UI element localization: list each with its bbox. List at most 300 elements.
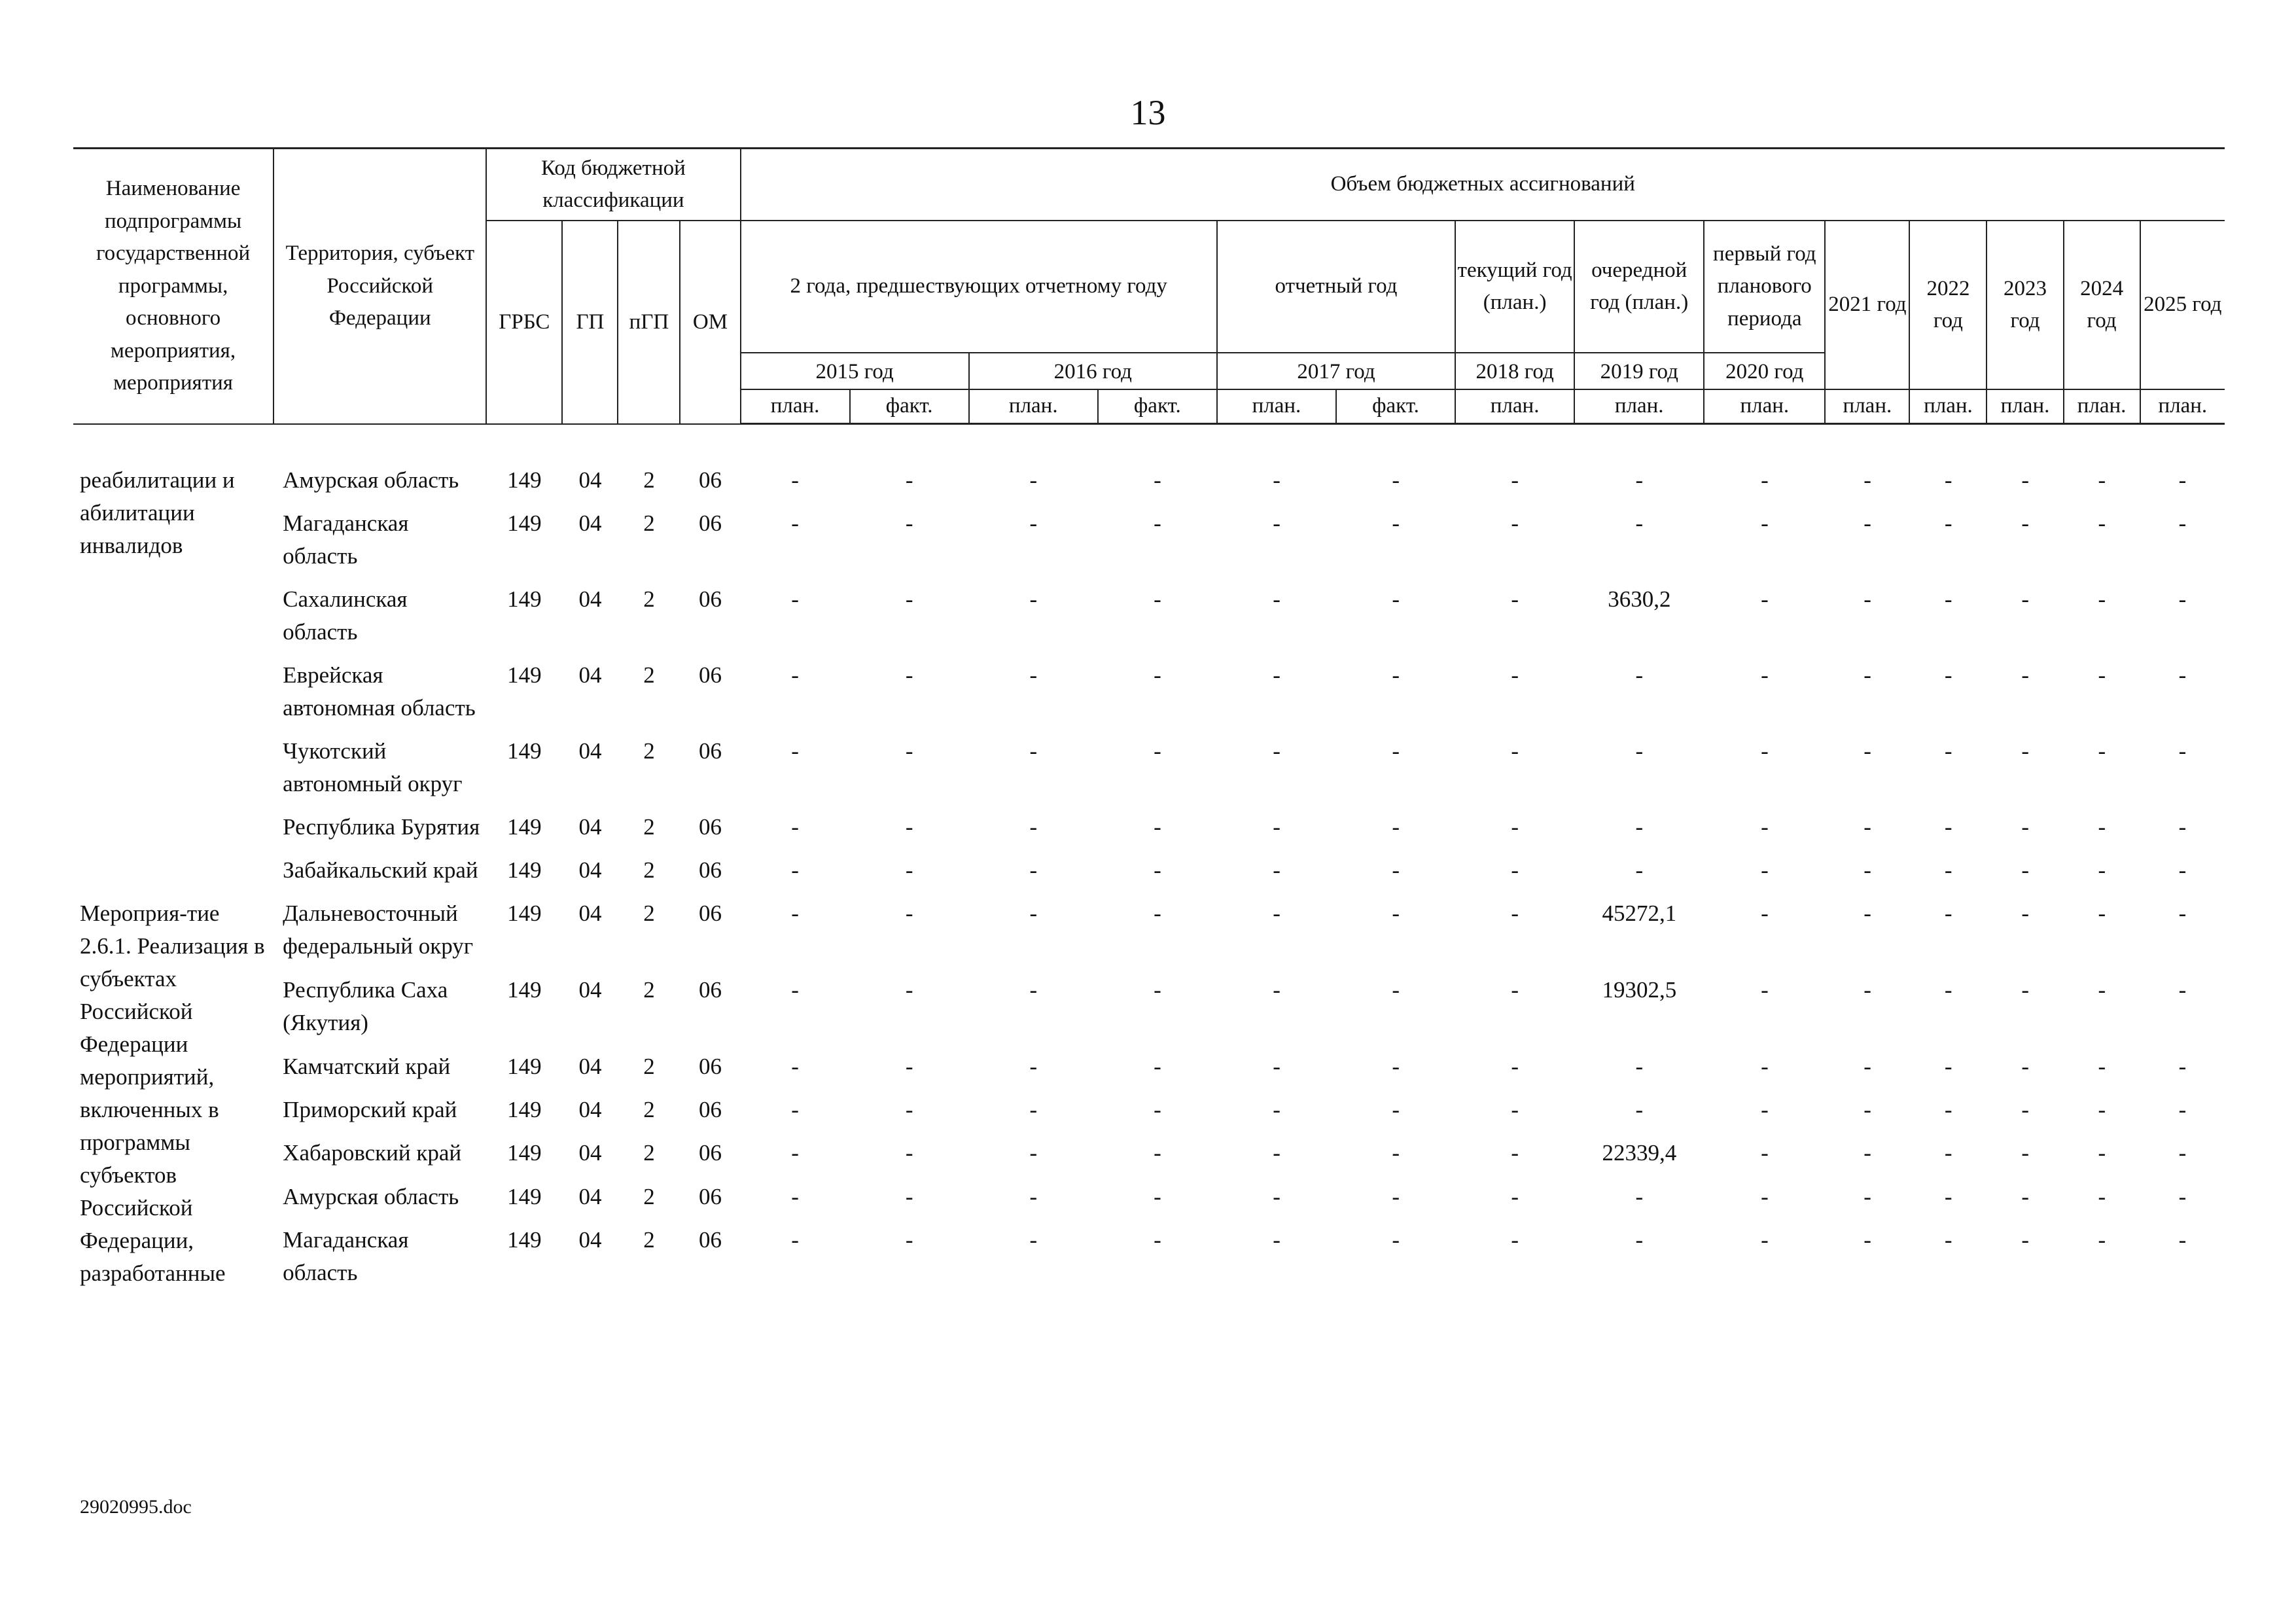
value-cell: - (1635, 1227, 1644, 1253)
om-cell: 06 (699, 976, 722, 1003)
value-cell: - (2178, 467, 2187, 493)
value-cell: - (1511, 510, 1519, 536)
table-row (73, 502, 2225, 578)
value-cell: - (1944, 901, 1952, 926)
om-cell: 06 (699, 1227, 722, 1253)
territory-cell: Забайкальский край (283, 857, 478, 883)
value-cell: - (2098, 814, 2106, 840)
territory-cell: Камчатский край (283, 1053, 451, 1079)
value-cell: - (1511, 1096, 1519, 1122)
value-cell: - (1392, 1053, 1400, 1079)
value-cell: - (2098, 467, 2106, 493)
table-row (73, 849, 2225, 892)
header-next-year: очередной год (план.) (1574, 221, 1704, 353)
value-cell: - (1154, 738, 1161, 764)
value-cell: - (2098, 901, 2106, 926)
header-prev-two-years: 2 года, предшествующих отчетному году (741, 221, 1217, 353)
document-filename: 29020995.doc (80, 1496, 192, 1518)
value-cell: - (1944, 467, 1952, 493)
value-cell: - (1863, 662, 1871, 688)
grbs-cell: 149 (507, 662, 542, 688)
value-cell: - (2178, 901, 2187, 926)
value-cell: - (1635, 467, 1644, 493)
header-gp: ГП (562, 221, 618, 424)
value-cell: - (1863, 857, 1871, 883)
territory-cell: Амурская область (283, 467, 459, 493)
grbs-cell: 149 (507, 510, 542, 536)
value-cell: - (791, 510, 799, 536)
pgp-cell: 2 (643, 467, 655, 493)
header-plan: план. (969, 389, 1098, 424)
value-cell: - (791, 857, 799, 883)
value-cell: - (1944, 738, 1952, 764)
pgp-cell: 2 (643, 510, 655, 536)
value-cell: - (1511, 662, 1519, 688)
value-cell: - (1273, 467, 1280, 493)
territory-cell: Чукотский автономный округ (283, 738, 463, 796)
value-cell: - (1944, 857, 1952, 883)
gp-cell: 04 (578, 467, 602, 493)
value-cell: - (791, 467, 799, 493)
value-cell: - (1944, 586, 1952, 612)
territory-cell: Амурская область (283, 1183, 459, 1209)
value-cell: - (2021, 857, 2030, 883)
value-cell: - (1392, 1183, 1400, 1209)
value-cell: - (2021, 738, 2030, 764)
header-volume-group: Объем бюджетных ассигнований (741, 149, 2225, 221)
value-cell: - (1511, 738, 1519, 764)
value-cell: - (2098, 510, 2106, 536)
value-cell: - (1863, 1140, 1871, 1166)
value-cell: - (1511, 1183, 1519, 1209)
territory-cell: Приморский край (283, 1096, 457, 1122)
value-cell: - (1029, 467, 1038, 493)
value-cell: - (1392, 1096, 1400, 1122)
program-name-cell: реабилитации и абилитации инвалидов (80, 467, 235, 558)
value-cell: - (1511, 586, 1519, 612)
grbs-cell: 149 (507, 1053, 542, 1079)
value-cell: - (905, 1096, 913, 1122)
value-cell: - (1944, 1140, 1952, 1166)
value-cell: - (1273, 1227, 1280, 1253)
table-row (73, 1088, 2225, 1132)
value-cell: - (2178, 662, 2187, 688)
value-cell: - (1863, 976, 1871, 1003)
om-cell: 06 (699, 467, 722, 493)
header-plan: план. (1455, 389, 1574, 424)
territory-cell: Хабаровский край (283, 1140, 462, 1166)
value-cell: - (1635, 738, 1644, 764)
header-2022: 2022 год (1909, 221, 1987, 389)
table-row (73, 806, 2225, 849)
value-cell: - (1944, 1227, 1952, 1253)
value-cell: - (1511, 1227, 1519, 1253)
table-row (73, 1219, 2225, 1295)
om-cell: 06 (699, 1096, 722, 1122)
value-cell: - (1761, 976, 1769, 1003)
value-cell: - (1761, 662, 1769, 688)
header-plan: план. (1825, 389, 1909, 424)
header-first-plan-year: первый год планового периода (1704, 221, 1825, 353)
value-cell: - (2021, 1140, 2030, 1166)
table-row (73, 969, 2225, 1045)
header-territory: Территория, субъект Российской Федерации (274, 149, 486, 424)
value-cell: - (2178, 738, 2187, 764)
page-number: 13 (1130, 93, 1166, 132)
value-cell: - (791, 901, 799, 926)
value-cell: - (2098, 738, 2106, 764)
gp-cell: 04 (578, 857, 602, 883)
value-cell: - (905, 976, 913, 1003)
table-row (73, 1175, 2225, 1219)
pgp-cell: 2 (643, 738, 655, 764)
territory-cell: Еврейская автономная область (283, 662, 476, 721)
value-cell: - (2178, 857, 2187, 883)
value-cell: - (2178, 1227, 2187, 1253)
table-row (73, 730, 2225, 806)
value-cell: - (1392, 901, 1400, 926)
value-cell: - (1154, 814, 1161, 840)
om-cell: 06 (699, 857, 722, 883)
value-cell: 22339,4 (1602, 1140, 1677, 1166)
pgp-cell: 2 (643, 1053, 655, 1079)
grbs-cell: 149 (507, 814, 542, 840)
header-2021: 2021 год (1825, 221, 1909, 389)
grbs-cell: 149 (507, 1140, 542, 1166)
value-cell: - (1392, 857, 1400, 883)
grbs-cell: 149 (507, 738, 542, 764)
value-cell: - (2098, 1096, 2106, 1122)
value-cell: - (1029, 510, 1038, 536)
value-cell: - (2021, 586, 2030, 612)
pgp-cell: 2 (643, 1096, 655, 1122)
value-cell: - (2098, 976, 2106, 1003)
value-cell: - (905, 901, 913, 926)
value-cell: - (1511, 901, 1519, 926)
value-cell: - (1273, 901, 1280, 926)
value-cell: - (1863, 901, 1871, 926)
value-cell: - (1392, 510, 1400, 536)
header-program: Наименование подпрограммы государственной программы, основного мероприятия, мероприятия (73, 149, 274, 424)
grbs-cell: 149 (507, 976, 542, 1003)
gp-cell: 04 (578, 510, 602, 536)
value-cell: - (1154, 510, 1161, 536)
value-cell: - (1635, 510, 1644, 536)
value-cell: - (1635, 857, 1644, 883)
header-plan: план. (1987, 389, 2063, 424)
value-cell: - (1154, 1053, 1161, 1079)
om-cell: 06 (699, 662, 722, 688)
value-cell: - (1761, 857, 1769, 883)
value-cell: - (2098, 1053, 2106, 1079)
value-cell: - (1029, 1140, 1038, 1166)
value-cell: - (791, 976, 799, 1003)
value-cell: - (791, 662, 799, 688)
value-cell: - (2021, 976, 2030, 1003)
value-cell: 3630,2 (1608, 586, 1671, 612)
value-cell: - (1273, 814, 1280, 840)
value-cell: - (2021, 901, 2030, 926)
value-cell: - (1944, 1183, 1952, 1209)
header-plan: план. (1909, 389, 1987, 424)
value-cell: - (905, 814, 913, 840)
value-cell: - (1392, 467, 1400, 493)
value-cell: - (1154, 1140, 1161, 1166)
table-row (73, 892, 2225, 969)
value-cell: - (1392, 662, 1400, 688)
header-current-year: текущий год (план.) (1455, 221, 1574, 353)
pgp-cell: 2 (643, 976, 655, 1003)
header-2025: 2025 год (2140, 221, 2225, 389)
header-om: ОМ (680, 221, 740, 424)
value-cell: - (1029, 814, 1038, 840)
header-plan: план. (2140, 389, 2225, 424)
gp-cell: 04 (578, 1096, 602, 1122)
om-cell: 06 (699, 1053, 722, 1079)
value-cell: - (1761, 901, 1769, 926)
value-cell: - (1154, 662, 1161, 688)
value-cell: - (1154, 586, 1161, 612)
om-cell: 06 (699, 1183, 722, 1209)
value-cell: - (1511, 814, 1519, 840)
value-cell: - (1392, 1227, 1400, 1253)
gp-cell: 04 (578, 976, 602, 1003)
value-cell: - (1392, 586, 1400, 612)
header-plan: план. (2064, 389, 2140, 424)
value-cell: - (1392, 738, 1400, 764)
value-cell: - (791, 1140, 799, 1166)
value-cell: - (1511, 1140, 1519, 1166)
header-2023: 2023 год (1987, 221, 2063, 389)
value-cell: - (1761, 467, 1769, 493)
value-cell: - (905, 1227, 913, 1253)
value-cell: - (2098, 586, 2106, 612)
value-cell: - (2178, 586, 2187, 612)
value-cell: - (2021, 814, 2030, 840)
grbs-cell: 149 (507, 1183, 542, 1209)
pgp-cell: 2 (643, 586, 655, 612)
value-cell: - (1273, 1096, 1280, 1122)
value-cell: - (2098, 1183, 2106, 1209)
value-cell: - (1944, 976, 1952, 1003)
value-cell: - (1511, 857, 1519, 883)
value-cell: - (1154, 857, 1161, 883)
pgp-cell: 2 (643, 1140, 655, 1166)
value-cell: - (905, 1140, 913, 1166)
value-cell: - (905, 1053, 913, 1079)
value-cell: - (1029, 976, 1038, 1003)
gp-cell: 04 (578, 1053, 602, 1079)
value-cell: - (2021, 510, 2030, 536)
territory-cell: Сахалинская область (283, 586, 408, 645)
header-year-2019: 2019 год (1574, 353, 1704, 389)
gp-cell: 04 (578, 586, 602, 612)
value-cell: - (905, 586, 913, 612)
header-plan: план. (741, 389, 850, 424)
value-cell: - (1944, 814, 1952, 840)
value-cell: - (1154, 976, 1161, 1003)
value-cell: - (1029, 857, 1038, 883)
value-cell: - (2178, 1053, 2187, 1079)
value-cell: - (2021, 662, 2030, 688)
value-cell: - (1863, 738, 1871, 764)
om-cell: 06 (699, 1140, 722, 1166)
gp-cell: 04 (578, 1140, 602, 1166)
value-cell: - (1944, 1096, 1952, 1122)
value-cell: - (1863, 1183, 1871, 1209)
header-fact: факт. (850, 389, 969, 424)
grbs-cell: 149 (507, 467, 542, 493)
gp-cell: 04 (578, 1183, 602, 1209)
om-cell: 06 (699, 510, 722, 536)
territory-cell: Республика Бурятия (283, 814, 480, 840)
value-cell: - (1511, 1053, 1519, 1079)
header-year-2015: 2015 год (741, 353, 969, 389)
value-cell: - (2021, 1096, 2030, 1122)
value-cell: - (1029, 1053, 1038, 1079)
territory-cell: Магаданская область (283, 1227, 409, 1286)
grbs-cell: 149 (507, 1227, 542, 1253)
value-cell: - (791, 1053, 799, 1079)
value-cell: - (1154, 467, 1161, 493)
territory-cell: Республика Саха (Якутия) (283, 976, 448, 1035)
value-cell: - (791, 814, 799, 840)
value-cell: - (1154, 901, 1161, 926)
value-cell: - (1761, 1227, 1769, 1253)
value-cell: - (1029, 1183, 1038, 1209)
value-cell: - (1273, 510, 1280, 536)
value-cell: - (905, 467, 913, 493)
value-cell: - (2178, 976, 2187, 1003)
value-cell: 19302,5 (1602, 976, 1677, 1003)
value-cell: - (1511, 467, 1519, 493)
table-row (73, 654, 2225, 730)
value-cell: - (1273, 1140, 1280, 1166)
value-cell: - (2021, 1183, 2030, 1209)
territory-cell: Дальневосточный федеральный округ (283, 901, 474, 959)
value-cell: - (1029, 1096, 1038, 1122)
table-row (73, 1045, 2225, 1088)
value-cell: - (1635, 814, 1644, 840)
header-year-2017: 2017 год (1217, 353, 1455, 389)
value-cell: - (2178, 1183, 2187, 1209)
value-cell: - (1635, 1096, 1644, 1122)
grbs-cell: 149 (507, 857, 542, 883)
value-cell: - (1273, 857, 1280, 883)
value-cell: - (1863, 510, 1871, 536)
value-cell: - (1944, 1053, 1952, 1079)
value-cell: - (905, 738, 913, 764)
value-cell: - (1511, 976, 1519, 1003)
value-cell: - (1029, 1227, 1038, 1253)
table-body (73, 459, 2225, 1295)
value-cell: - (1761, 1053, 1769, 1079)
header-year-2016: 2016 год (969, 353, 1217, 389)
value-cell: - (1273, 1183, 1280, 1209)
header-grbs: ГРБС (486, 221, 562, 424)
value-cell: - (905, 510, 913, 536)
pgp-cell: 2 (643, 814, 655, 840)
value-cell: - (1761, 510, 1769, 536)
value-cell: - (791, 1096, 799, 1122)
value-cell: - (1273, 662, 1280, 688)
value-cell: - (2098, 1227, 2106, 1253)
grbs-cell: 149 (507, 1096, 542, 1122)
header-year-2020: 2020 год (1704, 353, 1825, 389)
value-cell: - (1154, 1096, 1161, 1122)
value-cell: - (905, 857, 913, 883)
om-cell: 06 (699, 586, 722, 612)
value-cell: - (1635, 1053, 1644, 1079)
gp-cell: 04 (578, 814, 602, 840)
om-cell: 06 (699, 814, 722, 840)
grbs-cell: 149 (507, 901, 542, 926)
value-cell: - (2178, 510, 2187, 536)
value-cell: - (1029, 901, 1038, 926)
value-cell: - (1761, 1096, 1769, 1122)
value-cell: - (1635, 662, 1644, 688)
value-cell: - (1154, 1183, 1161, 1209)
header-code-group: Код бюджетной классификации (486, 149, 740, 221)
om-cell: 06 (699, 901, 722, 926)
value-cell: - (1944, 662, 1952, 688)
value-cell: - (1635, 1183, 1644, 1209)
header-pgp: пГП (618, 221, 680, 424)
value-cell: - (1863, 1227, 1871, 1253)
header-fact: факт. (1336, 389, 1455, 424)
header-year-2018: 2018 год (1455, 353, 1574, 389)
value-cell: - (1029, 662, 1038, 688)
header-fact: факт. (1098, 389, 1217, 424)
value-cell: - (1392, 814, 1400, 840)
value-cell: - (2021, 1053, 2030, 1079)
table-row (73, 1132, 2225, 1175)
territory-cell: Магаданская область (283, 510, 409, 569)
value-cell: - (2178, 1140, 2187, 1166)
table-header (73, 147, 2225, 425)
gp-cell: 04 (578, 901, 602, 926)
value-cell: - (2098, 857, 2106, 883)
value-cell: - (791, 738, 799, 764)
pgp-cell: 2 (643, 662, 655, 688)
value-cell: - (791, 586, 799, 612)
value-cell: - (1863, 467, 1871, 493)
program-name-cell: Мероприя-тие 2.6.1. Реализация в субъектах Российской Федерации мероприятий, включенных в программы субъектов Российской Федерации, разработанные (80, 901, 265, 1286)
value-cell: - (1273, 586, 1280, 612)
value-cell: - (1761, 814, 1769, 840)
table-row (73, 578, 2225, 654)
value-cell: - (2178, 1096, 2187, 1122)
value-cell: - (2178, 814, 2187, 840)
value-cell: - (2021, 1227, 2030, 1253)
value-cell: 45272,1 (1602, 901, 1677, 926)
gp-cell: 04 (578, 738, 602, 764)
value-cell: - (1392, 976, 1400, 1003)
value-cell: - (1392, 1140, 1400, 1166)
value-cell: - (2098, 1140, 2106, 1166)
value-cell: - (1863, 586, 1871, 612)
pgp-cell: 2 (643, 857, 655, 883)
gp-cell: 04 (578, 1227, 602, 1253)
value-cell: - (1761, 1183, 1769, 1209)
value-cell: - (905, 1183, 913, 1209)
value-cell: - (905, 662, 913, 688)
header-plan: план. (1574, 389, 1704, 424)
pgp-cell: 2 (643, 1227, 655, 1253)
header-2024: 2024 год (2064, 221, 2140, 389)
value-cell: - (1944, 510, 1952, 536)
value-cell: - (2098, 662, 2106, 688)
